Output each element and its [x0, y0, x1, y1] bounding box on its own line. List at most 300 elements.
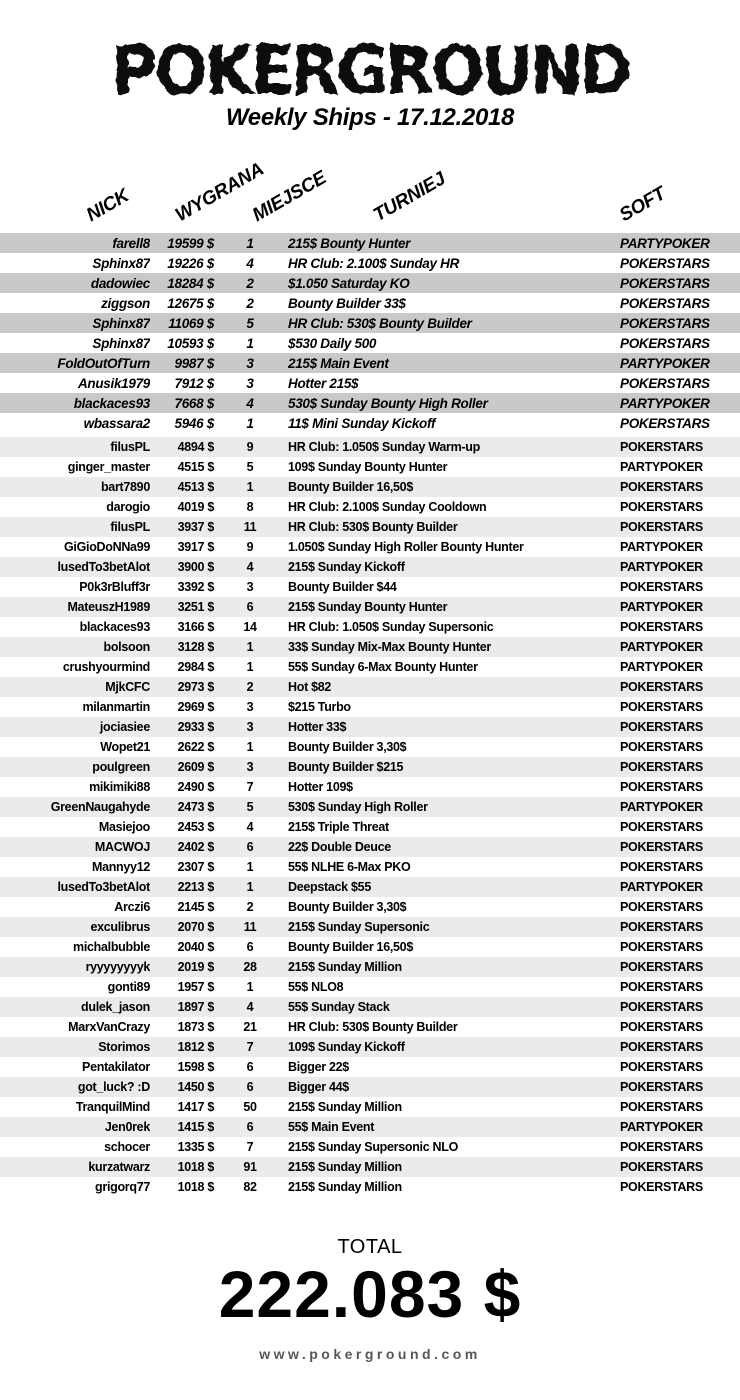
cell-miejsce: 3: [246, 355, 254, 371]
table-row: [0, 1057, 740, 1077]
cell-wygrana: 1598 $: [177, 1060, 214, 1074]
cell-turniej: 215$ Sunday Million: [288, 1160, 402, 1174]
cell-nick: blackaces93: [73, 395, 150, 411]
cell-nick: filusPL: [110, 520, 150, 534]
cell-nick: mikimiki88: [89, 780, 150, 794]
table-row: [0, 697, 740, 717]
column-header-soft: SOFT: [616, 183, 670, 227]
cell-soft: POKERSTARS: [620, 720, 703, 734]
cell-miejsce: 6: [246, 940, 254, 954]
cell-turniej: Hotter 33$: [288, 720, 347, 734]
cell-miejsce: 3: [246, 580, 254, 594]
table-row: [0, 1097, 740, 1117]
cell-soft: PARTYPOKER: [620, 560, 703, 574]
cell-miejsce: 11: [243, 920, 257, 934]
cell-nick: ryyyyyyyyk: [85, 960, 150, 974]
cell-nick: kurzatwarz: [88, 1160, 150, 1174]
cell-turniej: Bigger 44$: [288, 1080, 349, 1094]
cell-turniej: 215$ Sunday Supersonic NLO: [288, 1140, 459, 1154]
cell-soft: POKERSTARS: [620, 335, 710, 351]
cell-miejsce: 2: [246, 295, 254, 311]
cell-wygrana: 2969 $: [177, 700, 214, 714]
cell-nick: MjkCFC: [105, 680, 150, 694]
top10-table: [0, 233, 740, 433]
cell-soft: PARTYPOKER: [620, 660, 703, 674]
cell-nick: Sphinx87: [92, 255, 150, 271]
cell-wygrana: 18284 $: [167, 275, 214, 291]
cell-wygrana: 7668 $: [174, 395, 214, 411]
cell-turniej: 109$ Sunday Kickoff: [288, 1040, 405, 1054]
cell-turniej: $215 Turbo: [288, 700, 351, 714]
cell-soft: POKERSTARS: [620, 920, 703, 934]
cell-soft: POKERSTARS: [620, 1140, 703, 1154]
table-row: [0, 977, 740, 997]
cell-nick: milanmartin: [82, 700, 150, 714]
cell-soft: POKERSTARS: [620, 620, 703, 634]
cell-miejsce: 4: [246, 820, 254, 834]
cell-wygrana: 12675 $: [167, 295, 214, 311]
cell-turniej: HR Club: 1.050$ Sunday Supersonic: [288, 620, 494, 634]
table-row: [0, 353, 740, 373]
cell-wygrana: 3917 $: [177, 540, 214, 554]
cell-miejsce: 1: [246, 480, 254, 494]
cell-nick: Mannyy12: [91, 860, 150, 874]
table-row: [0, 233, 740, 253]
cell-turniej: 22$ Double Deuce: [288, 840, 391, 854]
cell-soft: POKERSTARS: [620, 480, 703, 494]
cell-turniej: HR Club: 530$ Bounty Builder: [288, 1020, 458, 1034]
cell-nick: lusedTo3betAlot: [57, 560, 150, 574]
cell-wygrana: 2213 $: [177, 880, 214, 894]
cell-wygrana: 3166 $: [177, 620, 214, 634]
cell-nick: schocer: [104, 1140, 150, 1154]
table-row: [0, 393, 740, 413]
cell-miejsce: 91: [243, 1160, 257, 1174]
cell-miejsce: 5: [246, 315, 254, 331]
cell-soft: PARTYPOKER: [620, 235, 710, 251]
cell-nick: FoldOutOfTurn: [57, 355, 150, 371]
cell-turniej: 11$ Mini Sunday Kickoff: [288, 415, 436, 431]
cell-soft: POKERSTARS: [620, 700, 703, 714]
table-row: [0, 413, 740, 433]
cell-miejsce: 3: [246, 760, 254, 774]
cell-nick: bart7890: [100, 480, 150, 494]
cell-soft: POKERSTARS: [620, 440, 703, 454]
cell-wygrana: 2070 $: [177, 920, 214, 934]
cell-wygrana: 3900 $: [177, 560, 214, 574]
cell-soft: POKERSTARS: [620, 760, 703, 774]
cell-wygrana: 2453 $: [177, 820, 214, 834]
cell-wygrana: 10593 $: [167, 335, 214, 351]
cell-nick: TranquilMind: [75, 1100, 150, 1114]
table-row: [0, 1017, 740, 1037]
cell-turniej: 215$ Sunday Supersonic: [288, 920, 430, 934]
cell-soft: POKERSTARS: [620, 840, 703, 854]
cell-miejsce: 6: [246, 1120, 254, 1134]
column-header-turniej: TURNIEJ: [370, 168, 450, 227]
cell-turniej: Bounty Builder 33$: [288, 295, 406, 311]
cell-wygrana: 4513 $: [177, 480, 214, 494]
table-row: [0, 657, 740, 677]
cell-miejsce: 28: [243, 960, 257, 974]
cell-soft: POKERSTARS: [620, 1000, 703, 1014]
cell-soft: POKERSTARS: [620, 680, 703, 694]
cell-soft: POKERSTARS: [620, 255, 710, 271]
cell-nick: dulek_jason: [81, 1000, 150, 1014]
cell-turniej: Bounty Builder $44: [288, 580, 397, 594]
cell-soft: POKERSTARS: [620, 1060, 703, 1074]
pokerground-logo-image: [60, 22, 680, 110]
cell-turniej: Hotter 215$: [288, 375, 359, 391]
cell-nick: grigorq77: [95, 1180, 150, 1194]
cell-miejsce: 5: [246, 460, 254, 474]
column-header-wygrana: WYGRANA: [172, 158, 268, 227]
cell-turniej: HR Club: 2.100$ Sunday HR: [288, 255, 460, 271]
cell-wygrana: 3128 $: [177, 640, 214, 654]
cell-soft: PARTYPOKER: [620, 600, 703, 614]
cell-miejsce: 6: [246, 600, 254, 614]
cell-miejsce: 2: [246, 900, 254, 914]
cell-soft: POKERSTARS: [620, 1040, 703, 1054]
cell-soft: PARTYPOKER: [620, 880, 703, 894]
cell-turniej: Bigger 22$: [288, 1060, 349, 1074]
cell-turniej: 55$ Main Event: [288, 1120, 375, 1134]
table-row: [0, 373, 740, 393]
cell-miejsce: 2: [246, 680, 254, 694]
table-row: [0, 677, 740, 697]
table-row: [0, 757, 740, 777]
cell-turniej: 33$ Sunday Mix-Max Bounty Hunter: [288, 640, 491, 654]
cell-wygrana: 2145 $: [177, 900, 214, 914]
table-header: [0, 145, 740, 231]
cell-miejsce: 3: [246, 720, 254, 734]
cell-wygrana: 2019 $: [177, 960, 214, 974]
cell-miejsce: 1: [246, 660, 254, 674]
cell-nick: ziggson: [101, 295, 150, 311]
table-row: [0, 577, 740, 597]
cell-nick: GiGioDoNNa99: [64, 540, 150, 554]
logo-text: POKERGROUND: [110, 32, 630, 110]
column-header-miejsce: MIEJSCE: [249, 167, 330, 227]
cell-soft: POKERSTARS: [620, 315, 710, 331]
table-row: [0, 557, 740, 577]
cell-miejsce: 4: [246, 255, 254, 271]
cell-nick: filusPL: [110, 440, 150, 454]
table-row: [0, 273, 740, 293]
cell-miejsce: 1: [246, 860, 254, 874]
cell-turniej: Hotter 109$: [288, 780, 353, 794]
table-row: [0, 253, 740, 273]
cell-wygrana: 1415 $: [177, 1120, 214, 1134]
cell-soft: PARTYPOKER: [620, 540, 703, 554]
cell-turniej: 215$ Bounty Hunter: [288, 235, 411, 251]
table-row: [0, 477, 740, 497]
cell-miejsce: 50: [243, 1100, 257, 1114]
cell-turniej: 55$ NLHE 6-Max PKO: [288, 860, 411, 874]
table-row: [0, 437, 740, 457]
cell-miejsce: 9: [246, 540, 254, 554]
cell-nick: crushyourmind: [62, 660, 150, 674]
cell-turniej: Bounty Builder 3,30$: [288, 740, 407, 754]
table-row: [0, 497, 740, 517]
cell-nick: ginger_master: [67, 460, 150, 474]
cell-wygrana: 3251 $: [177, 600, 214, 614]
cell-soft: PARTYPOKER: [620, 395, 710, 411]
cell-wygrana: 1018 $: [177, 1160, 214, 1174]
table-row: [0, 817, 740, 837]
cell-miejsce: 5: [246, 800, 254, 814]
cell-wygrana: 1018 $: [177, 1180, 214, 1194]
cell-turniej: 530$ Sunday High Roller: [288, 800, 428, 814]
cell-turniej: 215$ Main Event: [288, 355, 389, 371]
cell-nick: gonti89: [107, 980, 150, 994]
cell-nick: got_luck? :D: [77, 1080, 150, 1094]
table-row: [0, 1177, 740, 1197]
cell-nick: Anusik1979: [77, 375, 150, 391]
cell-nick: dadowiec: [90, 275, 150, 291]
cell-nick: Pentakilator: [82, 1060, 150, 1074]
cell-wygrana: 4894 $: [177, 440, 214, 454]
cell-miejsce: 2: [246, 275, 254, 291]
cell-turniej: Bounty Builder 16,50$: [288, 480, 413, 494]
cell-nick: bolsoon: [103, 640, 150, 654]
cell-nick: Arczi6: [114, 900, 150, 914]
cell-miejsce: 1: [246, 980, 254, 994]
table-row: [0, 333, 740, 353]
cell-miejsce: 7: [246, 1040, 254, 1054]
cell-nick: lusedTo3betAlot: [57, 880, 150, 894]
cell-wygrana: 5946 $: [174, 415, 214, 431]
cell-wygrana: 2622 $: [177, 740, 214, 754]
cell-wygrana: 2490 $: [177, 780, 214, 794]
cell-soft: POKERSTARS: [620, 780, 703, 794]
cell-turniej: 55$ Sunday 6-Max Bounty Hunter: [288, 660, 478, 674]
table-row: [0, 537, 740, 557]
cell-turniej: HR Club: 2.100$ Sunday Cooldown: [288, 500, 487, 514]
cell-miejsce: 8: [246, 500, 254, 514]
cell-turniej: Bounty Builder $215: [288, 760, 404, 774]
cell-soft: POKERSTARS: [620, 960, 703, 974]
table-row: [0, 293, 740, 313]
cell-wygrana: 19226 $: [167, 255, 214, 271]
table-row: [0, 617, 740, 637]
cell-miejsce: 21: [243, 1020, 257, 1034]
cell-nick: Sphinx87: [92, 335, 150, 351]
cell-wygrana: 3937 $: [177, 520, 214, 534]
cell-soft: PARTYPOKER: [620, 800, 703, 814]
cell-nick: Storimos: [98, 1040, 150, 1054]
cell-turniej: 215$ Sunday Million: [288, 1100, 402, 1114]
cell-miejsce: 4: [246, 1000, 254, 1014]
cell-turniej: Hot $82: [288, 680, 332, 694]
cell-miejsce: 11: [243, 520, 257, 534]
cell-soft: PARTYPOKER: [620, 460, 703, 474]
cell-miejsce: 14: [243, 620, 257, 634]
cell-turniej: 55$ Sunday Stack: [288, 1000, 390, 1014]
cell-nick: MarxVanCrazy: [68, 1020, 150, 1034]
cell-soft: POKERSTARS: [620, 500, 703, 514]
table-row: [0, 597, 740, 617]
cell-turniej: 215$ Sunday Kickoff: [288, 560, 405, 574]
cell-miejsce: 1: [246, 740, 254, 754]
cell-wygrana: 1417 $: [177, 1100, 214, 1114]
table-row: [0, 717, 740, 737]
cell-miejsce: 1: [246, 335, 254, 351]
cell-miejsce: 1: [246, 880, 254, 894]
table-row: [0, 777, 740, 797]
cell-soft: POKERSTARS: [620, 520, 703, 534]
cell-wygrana: 11069 $: [168, 315, 214, 331]
cell-wygrana: 2984 $: [177, 660, 214, 674]
cell-nick: Jen0rek: [104, 1120, 150, 1134]
cell-miejsce: 3: [246, 700, 254, 714]
cell-turniej: 215$ Triple Threat: [288, 820, 389, 834]
cell-turniej: 109$ Sunday Bounty Hunter: [288, 460, 448, 474]
cell-soft: PARTYPOKER: [620, 355, 710, 371]
cell-soft: POKERSTARS: [620, 1100, 703, 1114]
cell-soft: POKERSTARS: [620, 1160, 703, 1174]
cell-turniej: HR Club: 530$ Bounty Builder: [288, 520, 458, 534]
table-row: [0, 737, 740, 757]
column-header-nick: NICK: [83, 185, 133, 227]
cell-wygrana: 1335 $: [177, 1140, 214, 1154]
cell-miejsce: 7: [246, 1140, 254, 1154]
cell-wygrana: 4019 $: [177, 500, 214, 514]
cell-miejsce: 1: [246, 415, 254, 431]
cell-soft: POKERSTARS: [620, 295, 710, 311]
cell-soft: POKERSTARS: [620, 1080, 703, 1094]
cell-turniej: 530$ Sunday Bounty High Roller: [288, 395, 488, 411]
cell-soft: POKERSTARS: [620, 860, 703, 874]
cell-soft: POKERSTARS: [620, 580, 703, 594]
cell-soft: POKERSTARS: [620, 820, 703, 834]
cell-miejsce: 1: [246, 235, 254, 251]
cell-wygrana: 9987 $: [174, 355, 214, 371]
cell-wygrana: 2609 $: [177, 760, 214, 774]
total-label: TOTAL: [337, 1236, 403, 1258]
cell-miejsce: 4: [246, 395, 254, 411]
cell-turniej: 215$ Sunday Bounty Hunter: [288, 600, 448, 614]
cell-miejsce: 6: [246, 1080, 254, 1094]
table-row: [0, 897, 740, 917]
cell-turniej: HR Club: 1.050$ Sunday Warm-up: [288, 440, 480, 454]
cell-soft: POKERSTARS: [620, 1180, 703, 1194]
cell-wygrana: 1450 $: [177, 1080, 214, 1094]
cell-turniej: 55$ NLO8: [288, 980, 344, 994]
cell-soft: POKERSTARS: [620, 940, 703, 954]
cell-soft: POKERSTARS: [620, 1020, 703, 1034]
table-row: [0, 517, 740, 537]
cell-wygrana: 2307 $: [177, 860, 214, 874]
table-row: [0, 637, 740, 657]
cell-turniej: 215$ Sunday Million: [288, 960, 402, 974]
cell-wygrana: 2933 $: [177, 720, 214, 734]
table-row: [0, 917, 740, 937]
cell-nick: Sphinx87: [92, 315, 150, 331]
cell-nick: michalbubble: [73, 940, 150, 954]
cell-nick: MateuszH1989: [67, 600, 150, 614]
cell-miejsce: 1: [246, 640, 254, 654]
cell-nick: P0k3rBluff3r: [79, 580, 150, 594]
cell-turniej: Deepstack $55: [288, 880, 371, 894]
cell-nick: exculibrus: [90, 920, 150, 934]
cell-nick: MACWOJ: [94, 840, 150, 854]
cell-turniej: 215$ Sunday Million: [288, 1180, 402, 1194]
cell-nick: wbassara2: [83, 415, 150, 431]
cell-soft: PARTYPOKER: [620, 640, 703, 654]
cell-miejsce: 6: [246, 1060, 254, 1074]
cell-soft: POKERSTARS: [620, 275, 710, 291]
table-row: [0, 857, 740, 877]
total-value: 222.083 $: [218, 1257, 522, 1331]
cell-wygrana: 2402 $: [177, 840, 214, 854]
rest-table: [0, 437, 740, 1197]
cell-wygrana: 3392 $: [177, 580, 214, 594]
cell-miejsce: 82: [243, 1180, 257, 1194]
cell-soft: POKERSTARS: [620, 980, 703, 994]
cell-turniej: Bounty Builder 3,30$: [288, 900, 407, 914]
website-url: www.pokerground.com: [259, 1346, 481, 1362]
cell-soft: POKERSTARS: [620, 900, 703, 914]
cell-nick: Wopet21: [100, 740, 150, 754]
table-row: [0, 1137, 740, 1157]
logo: [0, 22, 740, 115]
table-row: [0, 1037, 740, 1057]
cell-nick: GreenNaugahyde: [50, 800, 150, 814]
cell-wygrana: 1873 $: [177, 1020, 214, 1034]
cell-wygrana: 2973 $: [177, 680, 214, 694]
table-row: [0, 797, 740, 817]
table-row: [0, 837, 740, 857]
cell-soft: PARTYPOKER: [620, 1120, 703, 1134]
cell-wygrana: 1897 $: [177, 1000, 214, 1014]
cell-nick: darogio: [106, 500, 150, 514]
cell-miejsce: 7: [246, 780, 254, 794]
table-row: [0, 457, 740, 477]
table-row: [0, 937, 740, 957]
cell-wygrana: 2040 $: [177, 940, 214, 954]
cell-turniej: Bounty Builder 16,50$: [288, 940, 413, 954]
cell-wygrana: 4515 $: [177, 460, 214, 474]
cell-nick: blackaces93: [79, 620, 150, 634]
cell-soft: POKERSTARS: [620, 375, 710, 391]
cell-wygrana: 2473 $: [177, 800, 214, 814]
table-row: [0, 997, 740, 1017]
table-row: [0, 1157, 740, 1177]
cell-miejsce: 9: [246, 440, 254, 454]
cell-soft: POKERSTARS: [620, 740, 703, 754]
cell-nick: poulgreen: [92, 760, 150, 774]
cell-miejsce: 4: [246, 560, 254, 574]
cell-soft: POKERSTARS: [620, 415, 710, 431]
cell-turniej: $530 Daily 500: [288, 335, 377, 351]
cell-nick: farell8: [112, 235, 150, 251]
cell-turniej: 1.050$ Sunday High Roller Bounty Hunter: [288, 540, 524, 554]
cell-miejsce: 6: [246, 840, 254, 854]
cell-turniej: HR Club: 530$ Bounty Builder: [288, 315, 472, 331]
table-row: [0, 877, 740, 897]
cell-miejsce: 3: [246, 375, 254, 391]
cell-turniej: $1.050 Saturday KO: [288, 275, 410, 291]
cell-nick: jociasiee: [99, 720, 150, 734]
cell-wygrana: 1957 $: [177, 980, 214, 994]
cell-wygrana: 19599 $: [167, 235, 214, 251]
table-row: [0, 957, 740, 977]
table-row: [0, 1117, 740, 1137]
cell-wygrana: 7912 $: [174, 375, 214, 391]
cell-wygrana: 1812 $: [177, 1040, 214, 1054]
cell-nick: Masiejoo: [98, 820, 150, 834]
